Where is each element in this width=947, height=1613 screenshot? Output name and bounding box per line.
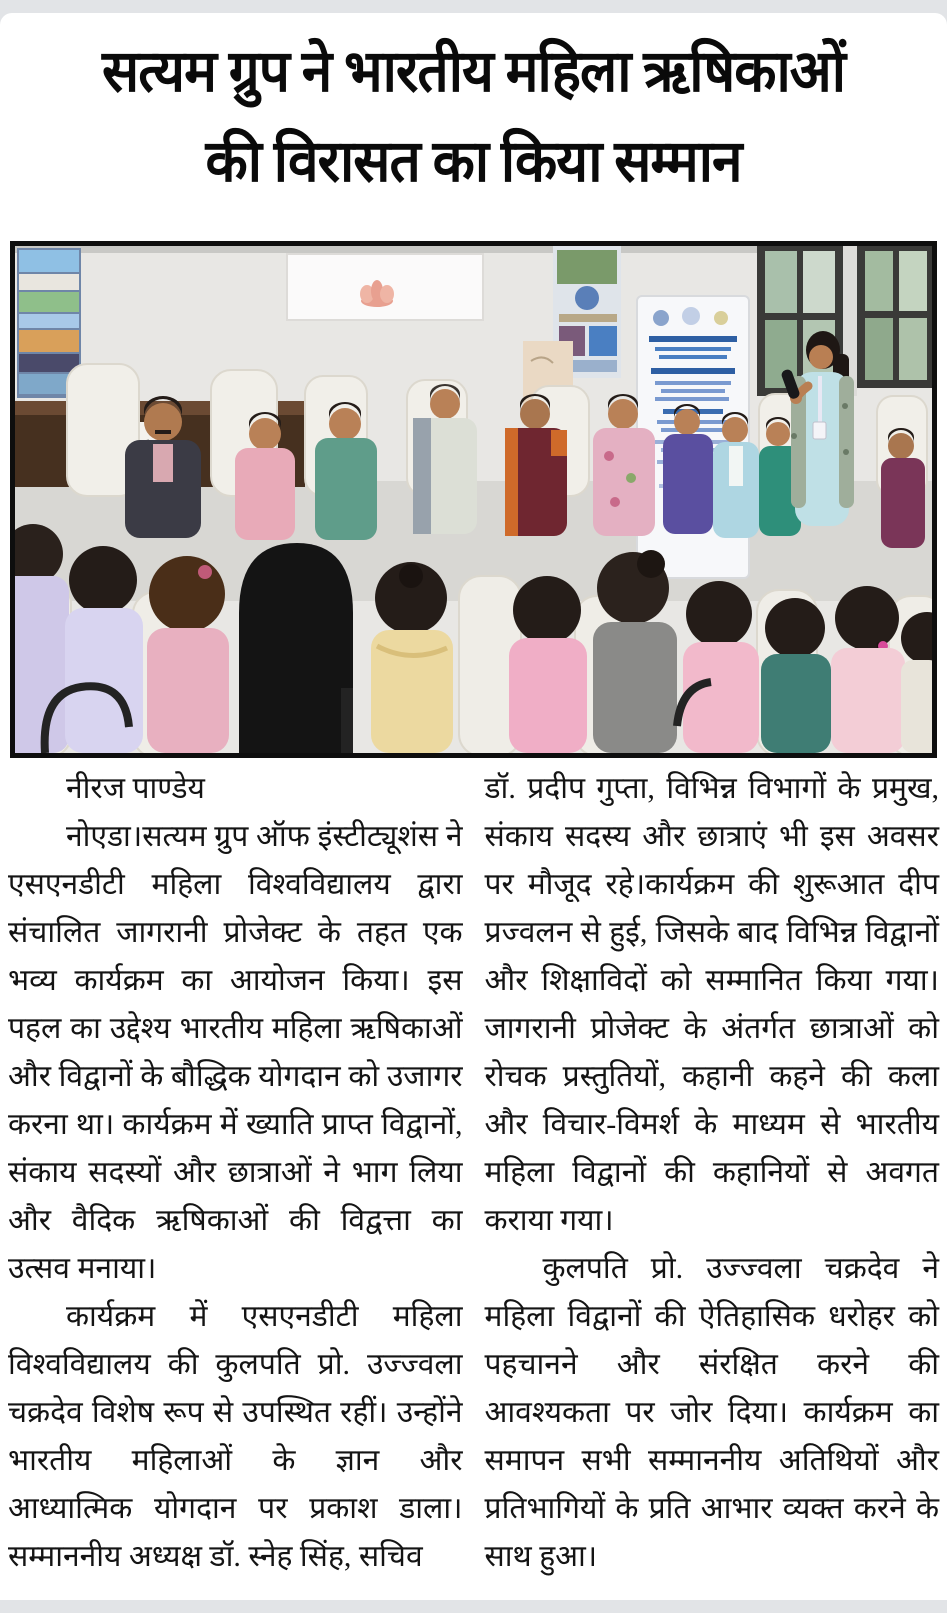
audience-member-braid xyxy=(831,586,905,753)
event-photo-scene xyxy=(15,246,932,753)
paragraph-continuation: डॉ. प्रदीप गुप्ता, विभिन्न विभागों के प्रमुख, संकाय सदस्य और छात्राएं भी इस अवसर पर मौजूद रहे।कार्यक्रम की शुरूआत दीप प्रज्वलन से हुई, जिसके बाद विभिन्न विद्वानों और शिक्षाविदों को सम्मानित किया गया। जागरानी प्रोजेक्ट के अंतर्गत छात्राओं को रोचक प्रस्तुतियों, कहानी कहने की कला और विचार-विमर्श के माध्यम से भारतीय महिला विद्वानों की कहानियों से अवगत कराया गया। xyxy=(484,772,939,1237)
projection-screen xyxy=(287,254,483,320)
article-body xyxy=(0,765,947,1600)
paragraph-closing: कुलपति प्रो. उज्ज्वला चक्रदेव ने महिला विद्वानों की ऐतिहासिक धरोहर को पहचानने और संरक्षित करने की आवश्यकता पर जोर दिया। कार्यक्रम का समापन सभी सम्माननीय अतिथियों और प्रतिभागियों के प्रति आभार व्यक्त करने के साथ हुआ। xyxy=(484,1252,939,1573)
audience-member-pink xyxy=(509,576,587,753)
paragraph: कार्यक्रम में एसएनडीटी महिला विश्वविद्यालय की कुलपति प्रो. उज्ज्वला चक्रदेव विशेष रूप से उपस्थित रहीं। उन्होंने भारतीय महिलाओं के ज्ञान और आध्यात्मिक योगदान पर प्रकाश डाला। सम्माननीय अध्यक्ष डॉ. स्नेह सिंह, सचिव xyxy=(8,1300,463,1573)
headline-line-2: की विरासत का किया सम्मान xyxy=(205,129,742,194)
headline xyxy=(0,13,947,228)
event-photo xyxy=(10,241,937,758)
audience-member-brown-hair xyxy=(147,556,229,753)
audience-member-edge xyxy=(901,612,932,753)
article-column-right xyxy=(485,765,940,1600)
paragraph-lead: नोएडा।सत्यम ग्रुप ऑफ इंस्टीट्यूशंस ने एसएनडीटी महिला विश्वविद्यालय द्वारा संचालित जागरानी प्रोजेक्ट के तहत एक भव्य कार्यक्रम का आयोजन किया। इस पहल का उद्देश्य भारतीय महिला ऋषिकाओं और विद्वानों के बौद्धिक योगदान को उजागर करना था। कार्यक्रम में ख्याति प्राप्त विद्वानों, संकाय सदस्यों और छात्राओं ने भाग लिया और वैदिक ऋषिकाओं की विद्वत्ता का उत्सव मनाया। xyxy=(8,820,463,1285)
audience-member-pink-kurta xyxy=(683,581,759,753)
headline-line-1: सत्यम ग्रुप ने भारतीय महिला ऋषिकाओं xyxy=(102,39,845,104)
audience-member xyxy=(15,524,69,753)
byline: नीरज पाण्डेय xyxy=(66,772,205,805)
audience-member-grey-bun xyxy=(593,550,677,753)
audience-member-teal xyxy=(761,598,831,753)
audience-member-yellow-dupatta xyxy=(371,562,453,753)
newspaper-clipping xyxy=(0,13,947,1600)
article-column-left xyxy=(8,765,463,1600)
audience-member-hijab xyxy=(239,543,353,753)
